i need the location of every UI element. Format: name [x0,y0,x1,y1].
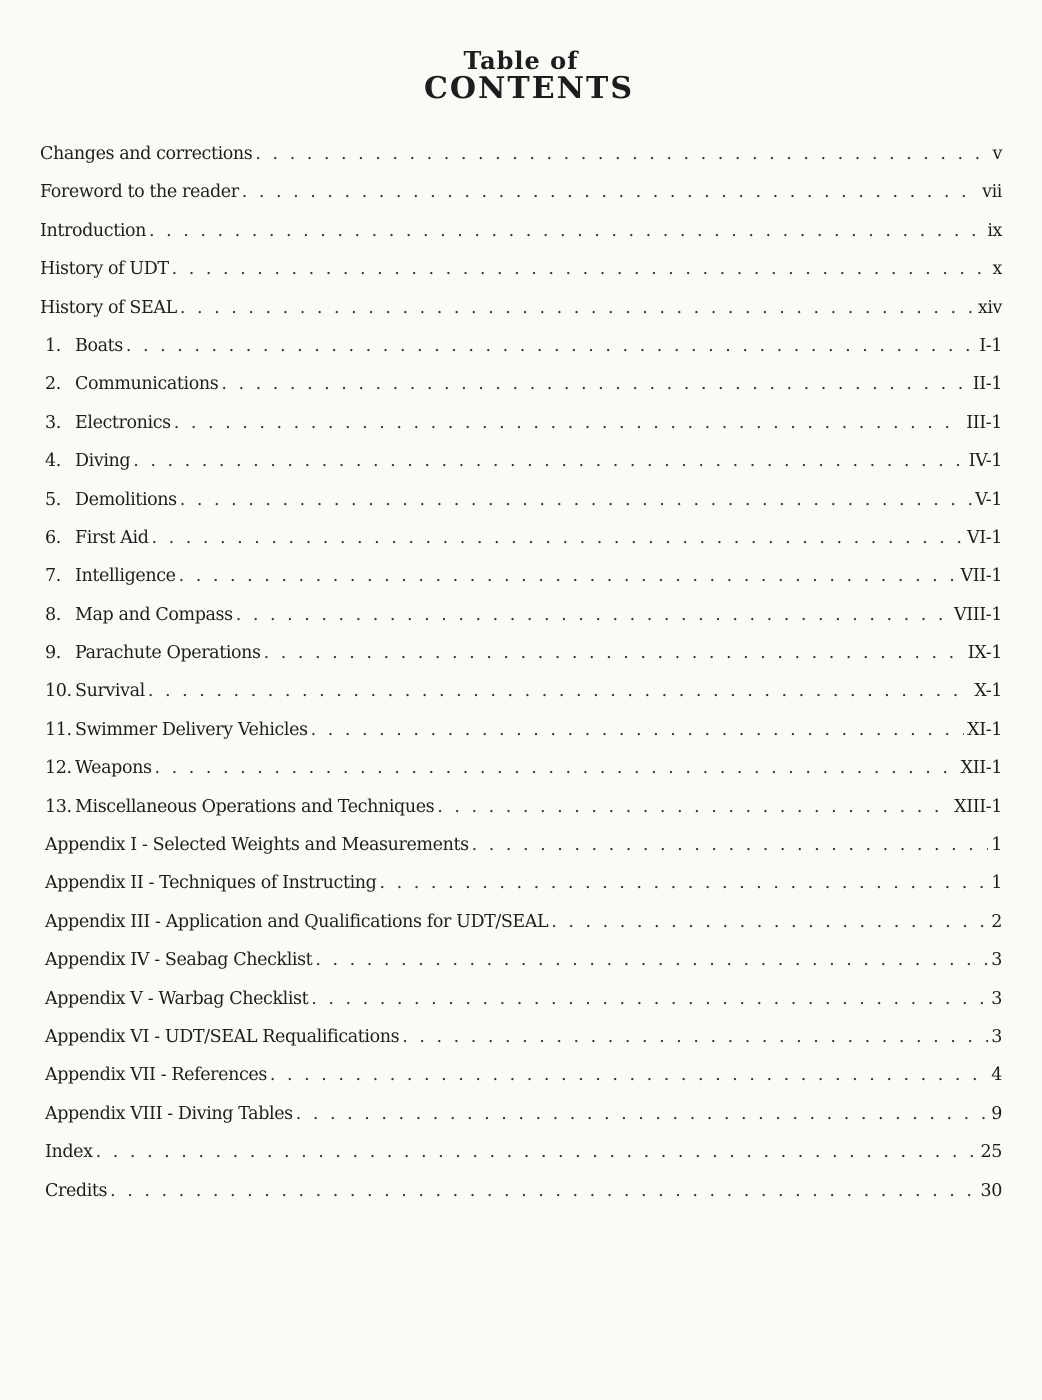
toc-entry-page: vii [982,182,1002,203]
dot-leader [311,989,988,1009]
dot-leader [221,374,969,394]
toc-entry-title: Communications [75,374,219,395]
toc-entry[interactable] [40,144,1002,182]
toc-entry-title: Demolitions [75,489,177,510]
toc-entry-page: 3 [991,950,1002,971]
title-line-1: Table of [463,46,579,75]
toc-entry-page: III-1 [966,412,1002,433]
toc-entry-number: 3. [45,412,61,433]
toc-entry-label [45,413,171,433]
toc-entry-page: X-1 [974,681,1002,702]
dot-leader [315,950,988,970]
toc-entry-page: IX-1 [967,643,1002,664]
toc-entry-page: ix [987,220,1002,241]
toc-entry-title: Boats [75,335,123,356]
toc-entry[interactable] [40,1027,1002,1065]
toc-entry-title: Appendix VII - References [45,1065,267,1086]
toc-entry-number: 12. [45,758,72,779]
toc-entry-title: First Aid [75,527,149,548]
toc-entry[interactable] [40,758,1002,796]
toc-entry-page: VII-1 [960,566,1002,587]
toc-entry-label [45,528,149,548]
toc-entry[interactable] [40,1104,1002,1142]
toc-entry-page: 3 [991,1026,1002,1047]
toc-entry-title: Appendix IV - Seabag Checklist [45,950,313,971]
toc-entry[interactable] [40,566,1002,604]
toc-entry-label [45,1027,399,1047]
toc-entry-page: II-1 [972,374,1002,395]
toc-entry-title: Introduction [40,220,147,241]
toc-entry-label [45,797,434,817]
toc-entry[interactable] [40,1065,1002,1103]
toc-entry-label [45,835,469,855]
toc-entry[interactable] [40,1181,1002,1219]
dot-leader [270,1065,988,1085]
toc-entry-title: Map and Compass [75,604,233,625]
toc-entry[interactable] [40,912,1002,950]
toc-entry-number: 4. [45,451,61,472]
toc-entry-label [45,1181,107,1201]
toc-entry[interactable] [40,1142,1002,1180]
toc-entry-title: History of SEAL [40,297,177,318]
toc-entry-label [45,490,177,510]
toc-entry-title: Appendix I - Selected Weights and Measurements [45,835,469,856]
toc-entry-page: 30 [980,1180,1002,1201]
toc-entry-title: Appendix V - Warbag Checklist [45,988,309,1009]
toc-entry[interactable] [40,873,1002,911]
dot-leader [179,566,958,586]
page-title [0,48,1042,104]
toc-entry-title: Index [45,1142,93,1163]
toc-entry-title: Appendix VIII - Diving Tables [45,1103,293,1124]
toc-entry-title: Foreword to the reader [40,182,239,203]
toc-entry[interactable] [40,720,1002,758]
toc-entry-label [40,298,177,318]
toc-entry-page: XIII-1 [954,796,1002,817]
toc-entry-label [45,605,233,625]
toc-entry-title: History of UDT [40,259,169,280]
toc-entry[interactable] [40,989,1002,1027]
toc-entry[interactable] [40,605,1002,643]
toc-entry-number: 6. [45,527,61,548]
toc-entry-page: XI-1 [967,719,1002,740]
toc-entry-number: 11. [45,719,72,740]
toc-entry-page: VIII-1 [953,604,1002,625]
toc-entry-label [40,259,169,279]
toc-entry[interactable] [40,221,1002,259]
dot-leader [437,797,951,817]
toc-entry-label [45,720,308,740]
toc-entry-title: Survival [75,681,145,702]
toc-entry-page: IV-1 [968,451,1002,472]
title-line-2: CONTENTS [423,71,635,106]
dot-leader [110,1181,977,1201]
dot-leader [402,1027,988,1047]
toc-entry-number: 9. [45,643,61,664]
toc-entry[interactable] [40,182,1002,220]
dot-leader [311,720,965,740]
toc-entry-label [45,681,145,701]
dot-leader [155,758,958,778]
dot-leader [551,912,988,932]
toc-entry-label [40,221,146,241]
toc-entry[interactable] [40,950,1002,988]
toc-entry[interactable] [40,413,1002,451]
toc-entry-label [45,643,261,663]
toc-entry-label [45,1065,267,1085]
toc-entry-label [45,336,123,356]
toc-entry-number: 1. [45,335,61,356]
toc-entry-number: 13. [45,796,72,817]
toc-entry-label [45,950,312,970]
toc-entry-title: Appendix III - Application and Qualifications for UDT/SEAL [45,911,549,932]
toc-entry-page: 25 [980,1142,1002,1163]
toc-entry-title: Credits [45,1180,108,1201]
dot-leader [148,681,971,701]
toc-entry-label [40,144,252,164]
toc-entry[interactable] [40,528,1002,566]
toc-entry-number: 10. [45,681,72,702]
dot-leader [96,1142,978,1162]
dot-leader [472,835,989,855]
dot-leader [264,643,965,663]
dot-leader [174,413,963,433]
toc-entry-label [45,912,548,932]
dot-leader [255,144,989,164]
toc-entry[interactable] [40,298,1002,336]
toc-entry-title: Electronics [75,412,171,433]
dot-leader [180,490,972,510]
toc-entry-title: Appendix II - Techniques of Instructing [45,873,377,894]
dot-leader [296,1104,989,1124]
toc-entry-number: 8. [45,604,61,625]
toc-entry[interactable] [40,490,1002,528]
toc-entry-page: 1 [991,835,1002,856]
toc-entry-page: 2 [991,911,1002,932]
toc-entry-title: Miscellaneous Operations and Techniques [75,796,435,817]
toc-entry[interactable] [40,797,1002,835]
toc-entry-label [45,451,130,471]
toc-entry-number: 2. [45,374,61,395]
toc-entry[interactable] [40,374,1002,412]
toc-entry-label [45,566,176,586]
toc-entry-page: 3 [991,988,1002,1009]
toc-entry-label [45,758,152,778]
toc-entry-page: XII-1 [960,758,1002,779]
toc-entry-page: V-1 [975,489,1002,510]
toc-entry-page: v [992,144,1002,164]
toc-entry-title: Weapons [75,758,152,779]
toc-entry-label [45,873,376,893]
toc-entry-page: VI-1 [967,527,1002,548]
toc-entry-page: 9 [991,1103,1002,1124]
toc-entry[interactable] [40,259,1002,297]
dot-leader [242,182,979,202]
toc-entry-title: Changes and corrections [40,144,253,164]
toc-entry-label [45,374,218,394]
dot-leader [236,605,951,625]
toc-entry[interactable] [40,451,1002,489]
toc-entry-number: 5. [45,489,61,510]
dot-leader [152,528,964,548]
toc-entry[interactable] [40,643,1002,681]
dot-leader [149,221,984,241]
toc-entry-title: Appendix VI - UDT/SEAL Requalifications [45,1026,400,1047]
toc-entry-number: 7. [45,566,61,587]
toc-entry-title: Intelligence [75,566,176,587]
toc-entry-label [45,1142,93,1162]
toc-entry[interactable] [40,336,1002,374]
toc-entry[interactable] [40,681,1002,719]
dot-leader [172,259,990,279]
dot-leader [379,873,988,893]
toc-entry-page: x [992,259,1002,280]
toc-entry-label [45,989,308,1009]
toc-entry[interactable] [40,835,1002,873]
table-of-contents [40,144,1002,1219]
toc-entry-page: xiv [977,297,1002,318]
toc-entry-page: 1 [991,873,1002,894]
toc-entry-label [40,182,239,202]
toc-entry-title: Parachute Operations [75,643,261,664]
dot-leader [133,451,965,471]
dot-leader [126,336,976,356]
dot-leader [180,298,975,318]
toc-entry-label [45,1104,293,1124]
toc-entry-page: I-1 [979,335,1002,356]
toc-entry-title: Diving [75,451,131,472]
toc-entry-page: 4 [991,1065,1002,1086]
toc-entry-title: Swimmer Delivery Vehicles [75,719,308,740]
